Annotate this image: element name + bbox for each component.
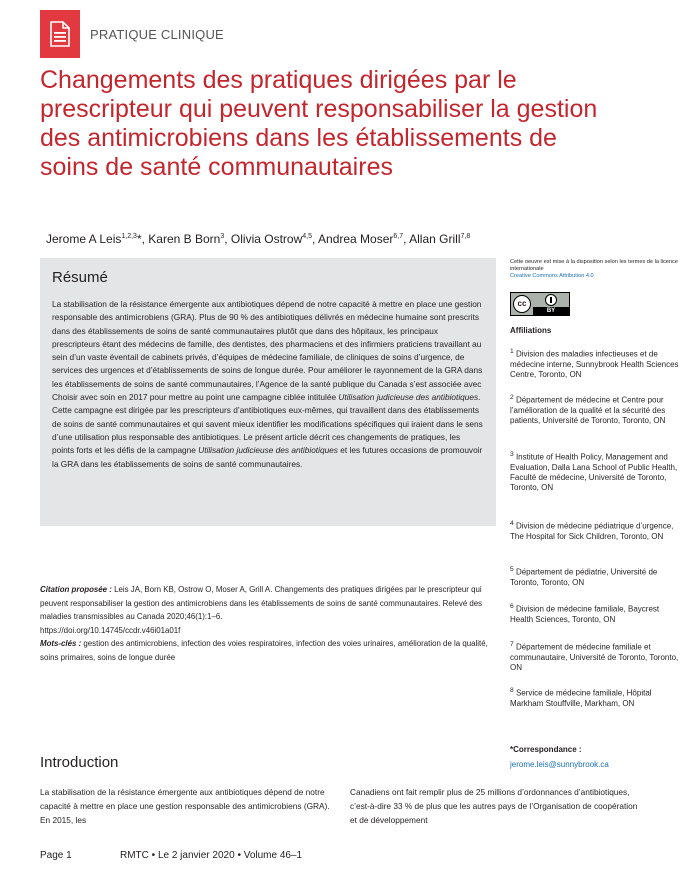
affiliation-number: 2 bbox=[510, 394, 514, 401]
author-name: Karen B Born bbox=[148, 232, 221, 246]
introduction-right-column: Canadiens ont fait remplir plus de 25 millions d’ordonnances d’antibiotiques, c’est-à-dire 33 % de plus que les autres pays de l’Organisation de coopération et de développement bbox=[350, 787, 638, 826]
author-name: Jerome A Leis bbox=[46, 232, 122, 246]
page-footer bbox=[40, 850, 302, 861]
affiliation-text: Département de pédiatrie, Université de Toronto, Toronto, ON bbox=[510, 567, 658, 587]
author-affiliation-ref: 4,5 bbox=[302, 233, 312, 240]
abstract-part: . Cette campagne est dirigée par les prescripteurs d’antibiotiques eux-mêmes, qui travaillent dans des établissements de soins de santé communautaires et qui savent mieux identifier les modifications spécifiques qui iraient dans le sens d’une utilisation plus responsable des antibiotiques. Le présent article décrit ces changements de pratiques, les points forts et les défis de la campagne bbox=[52, 392, 483, 456]
affiliation-item bbox=[510, 640, 680, 673]
author-name: Allan Grill bbox=[409, 232, 461, 246]
keywords-label: Mots-clés : bbox=[40, 639, 84, 649]
affiliation-number: 6 bbox=[510, 603, 514, 610]
campaign-name: Utilisation judicieuse des antibiotiques bbox=[338, 392, 479, 403]
affiliation-text: Département de médecine et Centre pour l’amélioration de la qualité et la sécurité des patients, Université de Toronto, Toronto, ON bbox=[510, 395, 666, 426]
introduction-heading: Introduction bbox=[40, 754, 119, 771]
affiliation-item bbox=[510, 686, 680, 709]
affiliation-text: Division de médecine familiale, Baycrest Health Sciences, Toronto, ON bbox=[510, 604, 660, 624]
author-separator: *, bbox=[136, 232, 149, 246]
author-separator: , bbox=[312, 232, 319, 246]
author-name: Olivia Ostrow bbox=[230, 232, 303, 246]
by-label: BY bbox=[533, 307, 569, 315]
license-text: Cette oeuvre est mise à la disposition selon les termes de la licence internationale bbox=[510, 259, 678, 272]
affiliation-item bbox=[510, 519, 680, 542]
abstract-part: et les futures occasions de promouvoir la GRA dans les établissements de soins de santé communautaires. bbox=[52, 445, 483, 469]
journal-info: RMTC • Le 2 janvier 2020 • Volume 46–1 bbox=[120, 850, 303, 861]
affiliation-text: Service de médecine familiale, Hôpital Markham Stouffville, Markham, ON bbox=[510, 688, 652, 708]
affiliation-item bbox=[510, 602, 680, 625]
affiliation-item bbox=[510, 565, 680, 588]
abstract-box bbox=[40, 258, 496, 526]
author-affiliation-ref: 6,7 bbox=[393, 233, 404, 240]
affiliations-title: Affiliations bbox=[510, 326, 552, 335]
affiliation-item bbox=[510, 347, 680, 380]
abstract-text bbox=[52, 298, 484, 471]
keywords-text: gestion des antimicrobiens, infection des voies respiratoires, infection des voies urinaires, amélioration de la qualité, soins primaires, soins de longue durée bbox=[40, 639, 488, 662]
cc-icon: cc bbox=[513, 295, 531, 313]
author-list bbox=[46, 232, 470, 246]
affiliation-item bbox=[510, 393, 680, 426]
affiliation-number: 5 bbox=[510, 566, 514, 573]
affiliation-text: Département de médecine familiale et communautaire, Université de Toronto, Toronto, ON bbox=[510, 642, 679, 673]
correspondence-email-link[interactable]: jerome.leis@sunnybrook.ca bbox=[510, 760, 609, 769]
citation-block bbox=[40, 583, 500, 665]
attribution-person-icon bbox=[545, 294, 557, 306]
abstract-title: Résumé bbox=[52, 269, 108, 286]
affiliation-number: 4 bbox=[510, 520, 514, 527]
affiliation-item bbox=[510, 450, 680, 493]
affiliation-number: 3 bbox=[510, 451, 514, 458]
affiliation-text: Division des maladies infectieuses et de médecine interne, Sunnybrook Health Sciences Centre, Toronto, ON bbox=[510, 349, 679, 380]
author-affiliation-ref: 7,8 bbox=[460, 233, 471, 240]
author-affiliation-ref: 1,2,3 bbox=[121, 233, 137, 240]
citation-label: Citation proposée : bbox=[40, 585, 115, 594]
correspondence-title: *Correspondance : bbox=[510, 745, 582, 754]
license-note bbox=[510, 259, 680, 280]
abstract-part: La stabilisation de la résistance émergente aux antibiotiques dépend de notre capacité à mettre en place une gestion responsable des antimicrobiens (GRA). Plus de 90 % des antibiotiques délivrés en médecine humaine sont prescrits dans des établissements de soins de santé communautaires plutôt que dans des hôpitaux, les principaux prescripteurs étant des médecins de famille, des dentistes, des pharmaciens et des infirmiers praticiens travaillant au sein d’un vaste éventail de cabinets privés, d’équipes de médecine familiale, de cliniques de soins d’urgence, de services des urgences et d’établissements de soins de longue durée. Pour améliorer le rayonnement de la GRA dans les établissements de soins de santé communautaires, l’Agence de la santé publique du Canada s’est associée avec Choisir avec soin en 2017 pour mettre au point une campagne ciblée intitulée bbox=[52, 299, 483, 403]
author-affiliation-ref: 3 bbox=[220, 233, 225, 240]
affiliation-number: 7 bbox=[510, 641, 514, 648]
document-icon bbox=[40, 10, 80, 58]
affiliation-text: Institute of Health Policy, Management and Evaluation, Dalla Lana School of Public Health, Faculté de médecine, Université de Toronto, Toronto, ON bbox=[510, 452, 678, 493]
affiliation-number: 1 bbox=[510, 348, 514, 355]
article-title: Changements des pratiques dirigées par le prescripteur qui peuvent responsabiliser la gestion des antimicrobiens dans les établissements de soins de santé communautaires bbox=[40, 66, 598, 181]
page-number: Page 1 bbox=[40, 850, 72, 861]
author-separator: , bbox=[224, 232, 231, 246]
campaign-name: Utilisation judicieuse des antibiotiques bbox=[198, 445, 338, 456]
citation-text: Leis JA, Born KB, Ostrow O, Moser A, Grill A. Changements des pratiques dirigées par le prescripteur qui peuvent responsabiliser la gestion des antimicrobiens dans les établissements de soins de santé communautaires. Relevé des maladies transmissibles au Canada 2020;46(1):1–6. bbox=[40, 585, 483, 622]
cc-by-badge[interactable] bbox=[510, 292, 570, 316]
affiliation-number: 8 bbox=[510, 687, 514, 694]
section-label: PRATIQUE CLINIQUE bbox=[90, 27, 224, 42]
affiliation-text: Division de médecine pédiatrique d’urgence, The Hospital for Sick Children, Toronto, ON bbox=[510, 521, 674, 541]
doi-link[interactable]: https://doi.org/10.14745/ccdr.v46i01a01f bbox=[40, 625, 181, 635]
introduction-left-column: La stabilisation de la résistance émergente aux antibiotiques dépend de notre capacité à mettre en place une gestion responsable des antimicrobiens (GRA). En 2015, les bbox=[40, 787, 330, 826]
author-name: Andrea Moser bbox=[318, 232, 394, 246]
author-separator: , bbox=[403, 232, 410, 246]
license-link[interactable]: Creative Commons Attribution 4.0 bbox=[510, 273, 594, 279]
